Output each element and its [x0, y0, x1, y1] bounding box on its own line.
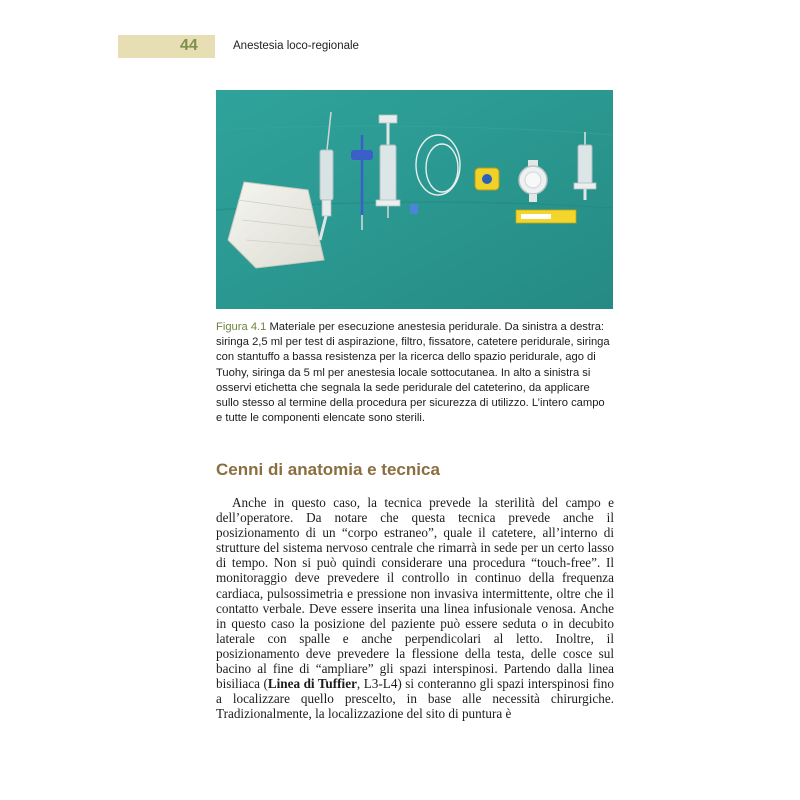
body-text-part2: , L3-L4) si conteranno gli spazi interspinosi fino a localizzare quello prescelto, in base alle necessità chirurgiche. Tradizionalmente, la localizzazione del sito di puntura è: [216, 676, 614, 722]
gauze-pad: [228, 182, 324, 268]
figure-photo: [216, 90, 613, 309]
page-number: 44: [180, 37, 198, 54]
fixator: [475, 168, 499, 190]
figure-label: Figura 4.1: [216, 321, 267, 333]
figure-caption: [216, 320, 611, 426]
figure-caption-text: Materiale per esecuzione anestesia peridurale. Da sinistra a destra: siringa 2,5 ml per test di aspirazione, filtro, fissatore, catetere peridurale, siringa con stantuffo a bassa resistenza per la ricerca dello spazio peridurale, ago di Tuohy, siringa da 5 ml per anestesia locale sottocutanea. In alto a sinistra si osservi etichetta che segnala la sede peridurale del cateterino, da applicare sullo stesso al termine della procedura per sicurezza di utilizzo. L’intero campo e tutte le componenti elencate sono sterili.: [216, 321, 610, 425]
running-title: Anestesia loco-regionale: [233, 40, 359, 52]
body-paragraph: [216, 495, 614, 721]
body-text-bold: Linea di Tuffier: [267, 676, 357, 692]
body-text-part1: Anche in questo caso, la tecnica prevede la sterilità del campo e dell’operatore. Da notare che questa tecnica prevede anche il posizionamento di un “corpo estraneo”, quale il catetere, all’interno di strutture del sistema nervoso centrale che rimarrà in sede per un certo lasso di tempo. Non si può quindi considerare una procedura “touch-free”. Il monitoraggio deve prevedere il controllo in continuo della frequenza cardiaca, pulsossimetria e pressione non invasiva intermittente, oltre che il contatto verbale. Deve essere inserita una linea infusionale venosa. Anche in questo caso la posizione del paziente può essere seduta o in decubito laterale con spalle e anche perpendicolari al letto. Inoltre, il posizionamento deve prevedere la flessione della testa, delle cosce sul bacino al fine di “ampliare” gli spazi interspinosi. Partendo dalla linea bisiliaca (: [216, 495, 614, 692]
catheter-label: [516, 210, 576, 223]
epidural-kit-photo: [216, 90, 613, 309]
header-band: [118, 35, 215, 58]
section-title: Cenni di anatomia e tecnica: [216, 460, 440, 479]
